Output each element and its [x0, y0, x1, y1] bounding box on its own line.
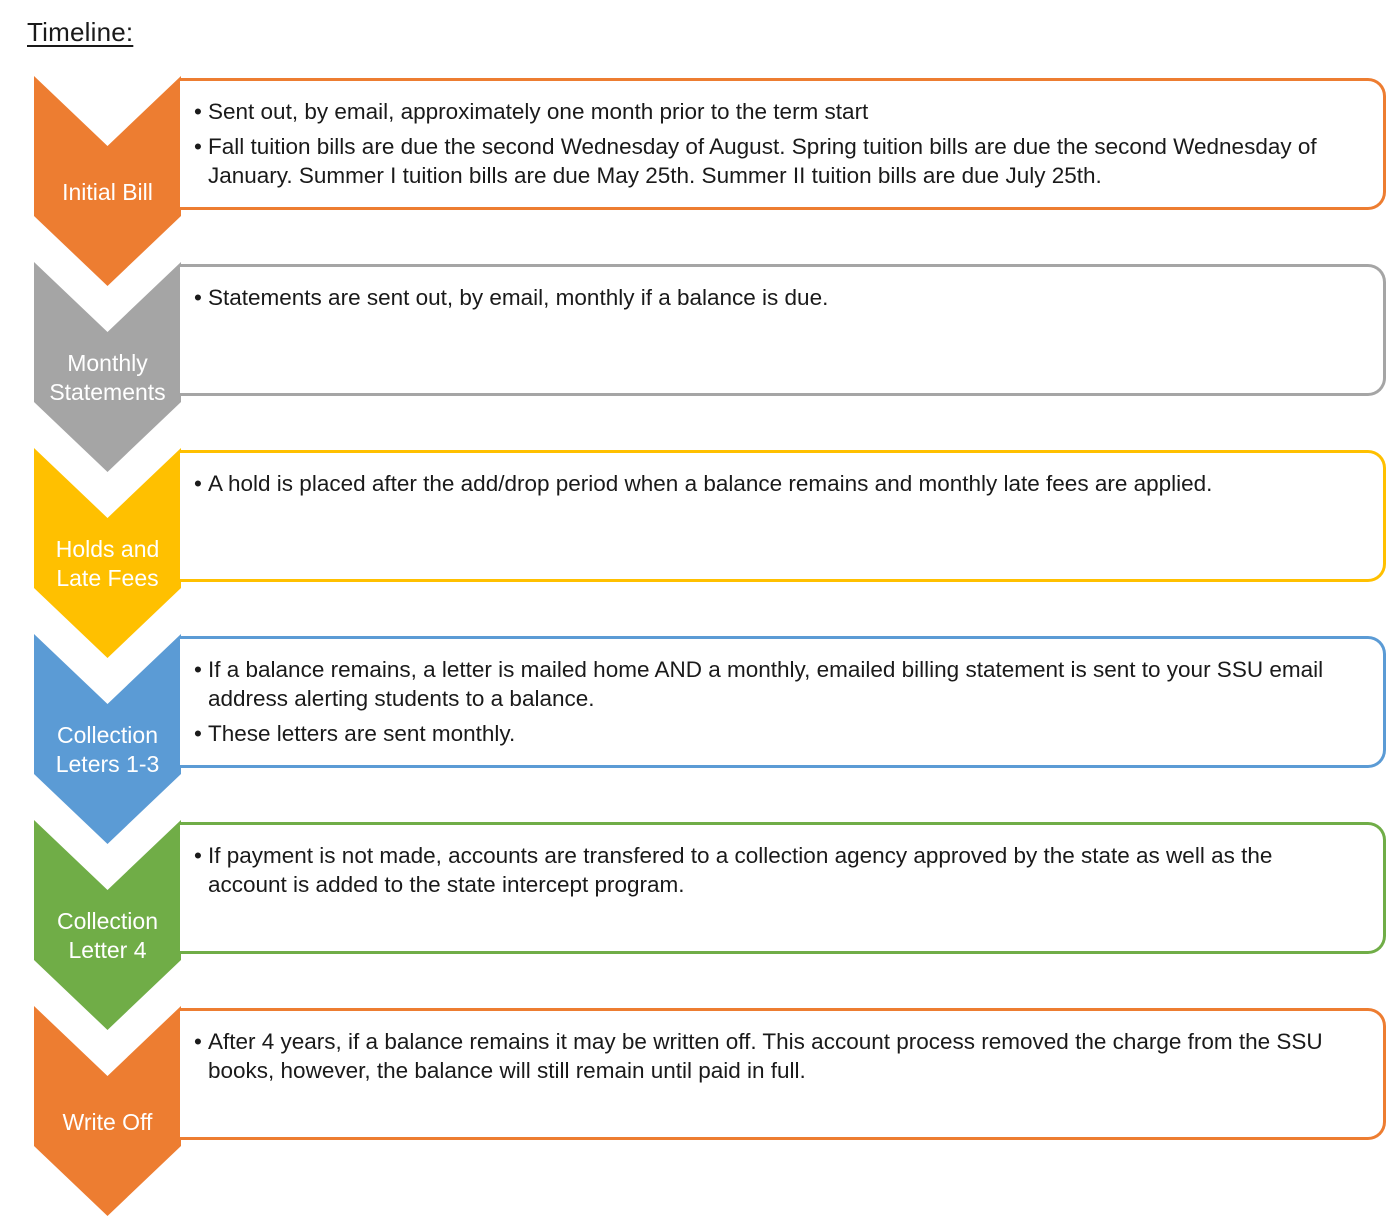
- bullet-list: [180, 825, 1383, 899]
- bullet-list: [180, 639, 1383, 748]
- bullet-list: [180, 453, 1383, 498]
- bullet-text: Statements are sent out, by email, monthly if a balance is due.: [208, 285, 829, 310]
- bullet-item: [194, 97, 1353, 126]
- step-description-box: [180, 1008, 1386, 1140]
- step-label-line: Monthly: [67, 350, 148, 376]
- bullet-list: [180, 81, 1383, 190]
- step-description-box: [180, 636, 1386, 768]
- step-description-box: [180, 264, 1386, 396]
- bullet-dot-icon: •: [194, 285, 202, 310]
- bullet-item: [194, 841, 1353, 899]
- bullet-item: [194, 469, 1353, 498]
- step-label-line: Write Off: [62, 1108, 153, 1135]
- bullet-text: A hold is placed after the add/drop period when a balance remains and monthly late fees are applied.: [208, 471, 1213, 496]
- step-label-line: Holds and: [55, 536, 160, 562]
- bullet-item: [194, 283, 1353, 312]
- step-label-line: Letter 4: [68, 937, 147, 963]
- bullet-text: If payment is not made, accounts are transfered to a collection agency approved by the state as well as the account is added to the state intercept program.: [208, 843, 1273, 897]
- step-label: [34, 710, 181, 790]
- step-description-box: [180, 450, 1386, 582]
- bullet-text: After 4 years, if a balance remains it may be written off. This account process removed the charge from the SSU books, however, the balance will still remain until paid in full.: [208, 1029, 1323, 1083]
- timeline-step: [0, 448, 1400, 663]
- step-label: [34, 1082, 181, 1162]
- bullet-text: Sent out, by email, approximately one month prior to the term start: [208, 99, 869, 124]
- step-label: [34, 896, 181, 976]
- step-label-line: Late Fees: [56, 565, 159, 591]
- bullet-item: [194, 655, 1353, 713]
- bullet-dot-icon: •: [194, 134, 202, 159]
- timeline-title: Timeline:: [27, 17, 134, 47]
- bullet-item: [194, 1027, 1353, 1085]
- timeline-step: [0, 820, 1400, 1035]
- bullet-text: If a balance remains, a letter is mailed home AND a monthly, emailed billing statement is sent to your SSU email address alerting students to a balance.: [208, 657, 1324, 711]
- bullet-dot-icon: •: [194, 721, 202, 746]
- bullet-list: [180, 267, 1383, 312]
- bullet-dot-icon: •: [194, 1029, 202, 1054]
- bullet-dot-icon: •: [194, 471, 202, 496]
- bullet-text: Fall tuition bills are due the second Wednesday of August. Spring tuition bills are due the second Wednesday of January. Summer I tuition bills are due May 25th. Summer II tuition bills are due July 25th.: [208, 134, 1317, 188]
- step-label: [34, 152, 181, 232]
- step-description-box: [180, 822, 1386, 954]
- timeline-step: [0, 262, 1400, 477]
- timeline-step: [0, 634, 1400, 849]
- bullet-text: These letters are sent monthly.: [208, 721, 516, 746]
- bullet-item: [194, 132, 1353, 190]
- step-description-box: [180, 78, 1386, 210]
- timeline-step: [0, 1006, 1400, 1221]
- bullet-item: [194, 719, 1353, 748]
- bullet-dot-icon: •: [194, 99, 202, 124]
- step-label-line: Leters 1-3: [55, 751, 160, 777]
- step-label: [34, 338, 181, 418]
- bullet-dot-icon: •: [194, 843, 202, 868]
- step-label-line: Collection: [57, 722, 158, 748]
- step-label-line: Collection: [57, 908, 158, 934]
- bullet-dot-icon: •: [194, 657, 202, 682]
- step-label: [34, 524, 181, 604]
- bullet-list: [180, 1011, 1383, 1085]
- timeline-step: [0, 76, 1400, 291]
- step-label-line: Initial Bill: [62, 178, 153, 205]
- step-label-line: Statements: [49, 379, 166, 405]
